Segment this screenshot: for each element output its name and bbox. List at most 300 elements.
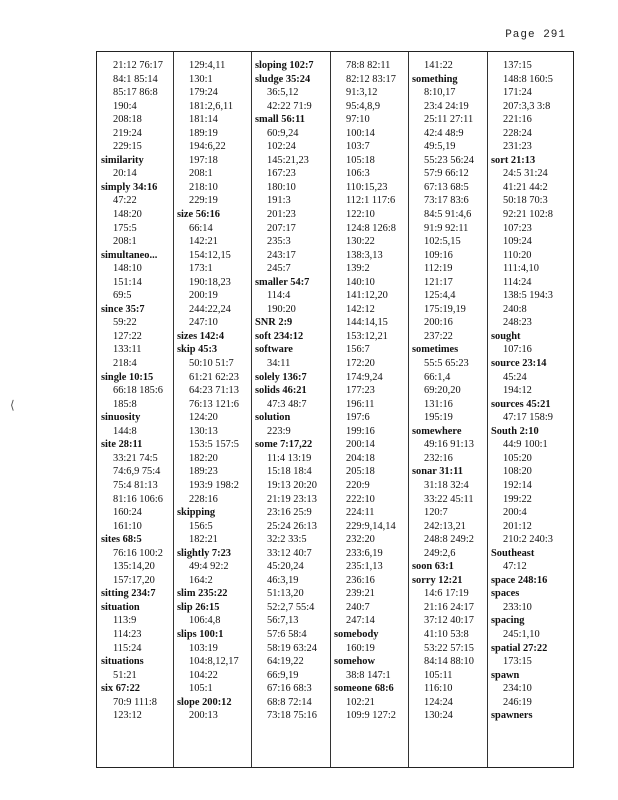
index-locator: 236:16 bbox=[346, 574, 375, 586]
index-locator: 23:4 24:19 bbox=[424, 100, 469, 112]
index-locator: 232:16 bbox=[424, 452, 453, 464]
index-heading: sinuosity bbox=[101, 412, 141, 424]
index-locator: 248:23 bbox=[503, 317, 532, 329]
index-heading: sonar 31:11 bbox=[412, 466, 463, 478]
index-locator: 84:1 85:14 bbox=[113, 73, 158, 85]
index-heading: solely 136:7 bbox=[255, 371, 307, 383]
index-locator: 42:4 48:9 bbox=[424, 127, 464, 139]
index-locator: 172:20 bbox=[346, 358, 375, 370]
index-locator: 130:13 bbox=[189, 425, 218, 437]
index-heading: somebody bbox=[334, 628, 379, 640]
index-table bbox=[96, 51, 574, 768]
index-locator: 15:18 18:4 bbox=[267, 466, 312, 478]
index-heading: somehow bbox=[334, 656, 375, 668]
index-locator: 102:21 bbox=[346, 696, 375, 708]
index-locator: 64:19,22 bbox=[267, 656, 304, 668]
index-locator: 130:24 bbox=[424, 710, 453, 722]
index-locator: 157:17,20 bbox=[113, 574, 155, 586]
index-locator: 228:16 bbox=[189, 493, 218, 505]
index-heading: someone 68:6 bbox=[334, 683, 394, 695]
index-locator: 235:3 bbox=[267, 236, 291, 248]
index-locator: 249:2,6 bbox=[424, 547, 456, 559]
index-locator: 69:20,20 bbox=[424, 385, 461, 397]
index-locator: 229:15 bbox=[113, 141, 142, 153]
index-locator: 82:12 83:17 bbox=[346, 73, 396, 85]
index-heading: Southeast bbox=[491, 547, 535, 559]
index-heading: slim 235:22 bbox=[177, 588, 228, 600]
index-locator: 142:12 bbox=[346, 303, 375, 315]
index-locator: 224:11 bbox=[346, 507, 375, 519]
index-locator: 208:18 bbox=[113, 114, 142, 126]
index-locator: 131:16 bbox=[424, 398, 453, 410]
index-locator: 194:12 bbox=[503, 385, 532, 397]
index-locator: 137:15 bbox=[503, 60, 532, 71]
index-locator: 182:21 bbox=[189, 534, 218, 546]
index-locator: 175:5 bbox=[113, 222, 137, 234]
index-locator: 34:11 bbox=[267, 358, 291, 370]
index-locator: 233:10 bbox=[503, 601, 532, 613]
index-locator: 207:3,3 3:8 bbox=[503, 100, 551, 112]
index-locator: 124:20 bbox=[189, 412, 218, 424]
index-locator: 190:18,23 bbox=[189, 276, 231, 288]
index-locator: 114:23 bbox=[113, 628, 142, 640]
index-locator: 56:7,13 bbox=[267, 615, 299, 627]
index-locator: 47:22 bbox=[113, 195, 137, 207]
index-locator: 45:24 bbox=[503, 371, 527, 383]
index-heading: since 35:7 bbox=[101, 303, 145, 315]
index-locator: 208:1 bbox=[189, 168, 213, 180]
index-heading: site 28:11 bbox=[101, 439, 143, 451]
index-heading: solids 46:21 bbox=[255, 385, 307, 397]
index-locator: 104:22 bbox=[189, 669, 218, 681]
index-locator: 104:8,12,17 bbox=[189, 656, 239, 668]
index-locator: 151:14 bbox=[113, 276, 142, 288]
index-heading: six 67:22 bbox=[101, 683, 140, 695]
index-heading: spacing bbox=[491, 615, 525, 627]
index-locator: 50:10 51:7 bbox=[189, 358, 234, 370]
index-locator: 235:1,13 bbox=[346, 561, 383, 573]
index-heading: sitting 234:7 bbox=[101, 588, 156, 600]
index-locator: 180:10 bbox=[267, 181, 296, 193]
index-column-3 bbox=[255, 59, 335, 723]
index-locator: 201:12 bbox=[503, 520, 532, 532]
index-locator: 123:12 bbox=[113, 710, 142, 722]
index-locator: 110:20 bbox=[503, 249, 532, 261]
index-locator: 190:20 bbox=[267, 303, 296, 315]
stray-mark: ⟨ bbox=[10, 398, 15, 412]
index-locator: 95:4,8,9 bbox=[346, 100, 381, 112]
index-locator: 57:9 66:12 bbox=[424, 168, 469, 180]
index-locator: 25:11 27:11 bbox=[424, 114, 474, 126]
index-locator: 127:22 bbox=[113, 330, 142, 342]
index-column-4 bbox=[334, 59, 414, 723]
index-locator: 41:10 53:8 bbox=[424, 628, 469, 640]
index-locator: 20:14 bbox=[113, 168, 137, 180]
index-locator: 160:24 bbox=[113, 507, 142, 519]
index-locator: 245:7 bbox=[267, 263, 291, 275]
index-heading: sort 21:13 bbox=[491, 154, 536, 166]
index-locator: 138:5 194:3 bbox=[503, 290, 553, 302]
index-heading: sometimes bbox=[412, 344, 459, 356]
index-locator: 208:1 bbox=[113, 236, 137, 248]
index-column-5 bbox=[412, 59, 492, 723]
index-heading: soon 63:1 bbox=[412, 561, 454, 573]
index-locator: 53:22 57:15 bbox=[424, 642, 474, 654]
index-locator: 97:10 bbox=[346, 114, 370, 126]
index-locator: 242:13,21 bbox=[424, 520, 466, 532]
index-locator: 111:4,10 bbox=[503, 263, 539, 275]
index-locator: 66:14 bbox=[189, 222, 213, 234]
index-locator: 200:19 bbox=[189, 290, 218, 302]
index-locator: 237:22 bbox=[424, 330, 453, 342]
index-locator: 33:22 45:11 bbox=[424, 493, 474, 505]
index-locator: 75:4 81:13 bbox=[113, 479, 158, 491]
index-locator: 33:21 74:5 bbox=[113, 452, 158, 464]
index-locator: 116:10 bbox=[424, 683, 453, 695]
index-locator: 189:19 bbox=[189, 127, 218, 139]
index-locator: 122:10 bbox=[346, 209, 375, 221]
index-locator: 160:19 bbox=[346, 642, 375, 654]
index-locator: 124:24 bbox=[424, 696, 453, 708]
index-locator: 156:5 bbox=[189, 520, 213, 532]
index-locator: 141:12,20 bbox=[346, 290, 388, 302]
index-heading: soft 234:12 bbox=[255, 330, 304, 342]
index-locator: 240:7 bbox=[346, 601, 370, 613]
index-locator: 31:18 32:4 bbox=[424, 479, 469, 491]
index-locator: 243:17 bbox=[267, 249, 296, 261]
index-locator: 67:13 68:5 bbox=[424, 181, 469, 193]
index-locator: 67:16 68:3 bbox=[267, 683, 312, 695]
index-heading: situations bbox=[101, 656, 144, 668]
index-heading: spawners bbox=[491, 710, 533, 722]
index-heading: sources 45:21 bbox=[491, 398, 551, 410]
index-locator: 55:5 65:23 bbox=[424, 358, 469, 370]
index-locator: 76:13 121:6 bbox=[189, 398, 239, 410]
index-heading: software bbox=[255, 344, 293, 356]
index-locator: 130:1 bbox=[189, 73, 213, 85]
index-locator: 167:23 bbox=[267, 168, 296, 180]
index-locator: 247:14 bbox=[346, 615, 375, 627]
index-locator: 140:10 bbox=[346, 276, 375, 288]
index-locator: 49:4 92:2 bbox=[189, 561, 229, 573]
index-heading: single 10:15 bbox=[101, 371, 154, 383]
index-heading: situation bbox=[101, 601, 140, 613]
index-locator: 61:21 62:23 bbox=[189, 371, 239, 383]
index-locator: 106:4,8 bbox=[189, 615, 221, 627]
index-locator: 78:8 82:11 bbox=[346, 60, 391, 71]
index-locator: 46:3,19 bbox=[267, 574, 299, 586]
index-locator: 200:16 bbox=[424, 317, 453, 329]
index-locator: 199:16 bbox=[346, 425, 375, 437]
index-locator: 174:9,24 bbox=[346, 371, 383, 383]
index-locator: 33:12 40:7 bbox=[267, 547, 312, 559]
index-locator: 11:4 13:19 bbox=[267, 452, 312, 464]
index-heading: similarity bbox=[101, 154, 144, 166]
index-locator: 109:9 127:2 bbox=[346, 710, 396, 722]
index-locator: 105:11 bbox=[424, 669, 453, 681]
index-locator: 191:3 bbox=[267, 195, 291, 207]
index-locator: 36:5,12 bbox=[267, 87, 299, 99]
index-locator: 58:19 63:24 bbox=[267, 642, 317, 654]
index-locator: 81:16 106:6 bbox=[113, 493, 163, 505]
index-locator: 109:16 bbox=[424, 249, 453, 261]
index-heading: some 7:17,22 bbox=[255, 439, 313, 451]
index-locator: 85:17 86:8 bbox=[113, 87, 158, 99]
index-locator: 231:23 bbox=[503, 141, 532, 153]
index-locator: 240:8 bbox=[503, 303, 527, 315]
index-locator: 55:23 56:24 bbox=[424, 154, 474, 166]
index-locator: 248:8 249:2 bbox=[424, 534, 474, 546]
index-heading: spaces bbox=[491, 588, 520, 600]
index-locator: 91:3,12 bbox=[346, 87, 378, 99]
index-locator: 192:14 bbox=[503, 479, 532, 491]
index-heading: sites 68:5 bbox=[101, 534, 142, 546]
index-locator: 148:8 160:5 bbox=[503, 73, 553, 85]
index-locator: 219:24 bbox=[113, 127, 142, 139]
index-locator: 246:19 bbox=[503, 696, 532, 708]
index-locator: 190:4 bbox=[113, 100, 137, 112]
index-heading: skipping bbox=[177, 507, 216, 519]
index-locator: 193:9 198:2 bbox=[189, 479, 239, 491]
index-locator: 199:22 bbox=[503, 493, 532, 505]
index-locator: 218:10 bbox=[189, 181, 218, 193]
index-locator: 64:23 71:13 bbox=[189, 385, 239, 397]
index-locator: 189:23 bbox=[189, 466, 218, 478]
index-locator: 23:16 25:9 bbox=[267, 507, 312, 519]
index-locator: 234:10 bbox=[503, 683, 532, 695]
index-heading: slips 100:1 bbox=[177, 628, 224, 640]
index-locator: 121:17 bbox=[424, 276, 453, 288]
index-heading: source 23:14 bbox=[491, 358, 547, 370]
index-locator: 60:9,24 bbox=[267, 127, 299, 139]
index-locator: 41:21 44:2 bbox=[503, 181, 548, 193]
index-locator: 105:1 bbox=[189, 683, 213, 695]
index-locator: 141:22 bbox=[424, 60, 453, 71]
index-heading: simply 34:16 bbox=[101, 181, 158, 193]
index-locator: 8:10,17 bbox=[424, 87, 456, 99]
index-locator: 232:20 bbox=[346, 534, 375, 546]
index-heading: smaller 54:7 bbox=[255, 276, 310, 288]
index-locator: 129:4,11 bbox=[189, 60, 226, 71]
index-heading: simultaneo... bbox=[101, 249, 158, 261]
index-locator: 49:5,19 bbox=[424, 141, 456, 153]
index-locator: 124:8 126:8 bbox=[346, 222, 396, 234]
index-locator: 139:2 bbox=[346, 263, 370, 275]
index-locator: 120:7 bbox=[424, 507, 448, 519]
index-heading: sloping 102:7 bbox=[255, 60, 314, 71]
index-locator: 153:12,21 bbox=[346, 330, 388, 342]
index-locator: 108:20 bbox=[503, 466, 532, 478]
index-locator: 38:8 147:1 bbox=[346, 669, 391, 681]
index-locator: 47:17 158:9 bbox=[503, 412, 553, 424]
index-locator: 57:6 58:4 bbox=[267, 628, 307, 640]
index-locator: 181:14 bbox=[189, 114, 218, 126]
index-locator: 173:1 bbox=[189, 263, 213, 275]
index-locator: 144:14,15 bbox=[346, 317, 388, 329]
index-locator: 148:20 bbox=[113, 209, 142, 221]
index-locator: 114:24 bbox=[503, 276, 532, 288]
index-locator: 92:21 102:8 bbox=[503, 209, 553, 221]
index-locator: 201:23 bbox=[267, 209, 296, 221]
index-heading: small 56:11 bbox=[255, 114, 305, 126]
index-locator: 21:19 23:13 bbox=[267, 493, 317, 505]
index-locator: 102:5,15 bbox=[424, 236, 461, 248]
index-heading: skip 45:3 bbox=[177, 344, 218, 356]
index-locator: 154:12,15 bbox=[189, 249, 231, 261]
index-locator: 110:15,23 bbox=[346, 181, 388, 193]
page-number: Page 291 bbox=[505, 29, 566, 41]
index-locator: 73:17 83:6 bbox=[424, 195, 469, 207]
index-locator: 76:16 100:2 bbox=[113, 547, 163, 559]
index-locator: 177:23 bbox=[346, 385, 375, 397]
index-heading: sorry 12:21 bbox=[412, 574, 463, 586]
index-heading: sludge 35:24 bbox=[255, 73, 311, 85]
index-locator: 32:2 33:5 bbox=[267, 534, 307, 546]
index-locator: 70:9 111:8 bbox=[113, 696, 157, 708]
index-locator: 66:18 185:6 bbox=[113, 385, 163, 397]
index-locator: 51:21 bbox=[113, 669, 137, 681]
index-locator: 182:20 bbox=[189, 452, 218, 464]
index-locator: 196:11 bbox=[346, 398, 375, 410]
index-locator: 148:10 bbox=[113, 263, 142, 275]
index-locator: 113:9 bbox=[113, 615, 137, 627]
index-locator: 42:22 71:9 bbox=[267, 100, 312, 112]
index-locator: 210:2 240:3 bbox=[503, 534, 553, 546]
index-locator: 66:9,19 bbox=[267, 669, 299, 681]
index-locator: 84:14 88:10 bbox=[424, 656, 474, 668]
index-locator: 229:9,14,14 bbox=[346, 520, 396, 532]
index-locator: 229:19 bbox=[189, 195, 218, 207]
index-locator: 21:12 76:17 bbox=[113, 60, 163, 71]
index-heading: slip 26:15 bbox=[177, 601, 220, 613]
index-locator: 59:22 bbox=[113, 317, 137, 329]
index-locator: 222:10 bbox=[346, 493, 375, 505]
index-locator: 51:13,20 bbox=[267, 588, 304, 600]
index-locator: 144:8 bbox=[113, 425, 137, 437]
index-locator: 204:18 bbox=[346, 452, 375, 464]
index-locator: 245:1,10 bbox=[503, 628, 540, 640]
index-column-1 bbox=[101, 59, 181, 723]
index-locator: 197:6 bbox=[346, 412, 370, 424]
index-locator: 84:5 91:4,6 bbox=[424, 209, 472, 221]
index-locator: 130:22 bbox=[346, 236, 375, 248]
index-locator: 47:12 bbox=[503, 561, 527, 573]
index-column-6 bbox=[491, 59, 571, 723]
index-locator: 37:12 40:17 bbox=[424, 615, 474, 627]
index-locator: 105:20 bbox=[503, 452, 532, 464]
index-locator: 207:17 bbox=[267, 222, 296, 234]
index-heading: something bbox=[412, 73, 458, 85]
index-locator: 244:22,24 bbox=[189, 303, 231, 315]
index-heading: sought bbox=[491, 330, 521, 342]
index-locator: 68:8 72:14 bbox=[267, 696, 312, 708]
index-heading: somewhere bbox=[412, 425, 462, 437]
index-locator: 107:16 bbox=[503, 344, 532, 356]
index-heading: sizes 142:4 bbox=[177, 330, 225, 342]
index-locator: 200:14 bbox=[346, 439, 375, 451]
index-locator: 14:6 17:19 bbox=[424, 588, 469, 600]
index-locator: 24:5 31:24 bbox=[503, 168, 548, 180]
index-heading: space 248:16 bbox=[491, 574, 548, 586]
index-locator: 74:6,9 75:4 bbox=[113, 466, 161, 478]
index-locator: 109:24 bbox=[503, 236, 532, 248]
index-locator: 135:14,20 bbox=[113, 561, 155, 573]
index-locator: 218:4 bbox=[113, 358, 137, 370]
index-locator: 247:10 bbox=[189, 317, 218, 329]
index-locator: 179:24 bbox=[189, 87, 218, 99]
index-locator: 156:7 bbox=[346, 344, 370, 356]
index-heading: size 56:16 bbox=[177, 209, 220, 221]
index-locator: 49:16 91:13 bbox=[424, 439, 474, 451]
index-locator: 52:2,7 55:4 bbox=[267, 601, 315, 613]
index-locator: 181:2,6,11 bbox=[189, 100, 234, 112]
index-locator: 194:6,22 bbox=[189, 141, 226, 153]
index-locator: 200:4 bbox=[503, 507, 527, 519]
index-locator: 153:5 157:5 bbox=[189, 439, 239, 451]
index-locator: 66:1,4 bbox=[424, 371, 451, 383]
index-locator: 142:21 bbox=[189, 236, 218, 248]
index-heading: South 2:10 bbox=[491, 425, 539, 437]
index-locator: 21:16 24:17 bbox=[424, 601, 474, 613]
index-locator: 164:2 bbox=[189, 574, 213, 586]
index-heading: slightly 7:23 bbox=[177, 547, 231, 559]
index-locator: 161:10 bbox=[113, 520, 142, 532]
index-locator: 45:20,24 bbox=[267, 561, 304, 573]
index-locator: 197:18 bbox=[189, 154, 218, 166]
index-locator: 175:19,19 bbox=[424, 303, 466, 315]
index-locator: 19:13 20:20 bbox=[267, 479, 317, 491]
index-locator: 200:13 bbox=[189, 710, 218, 722]
index-locator: 25:24 26:13 bbox=[267, 520, 317, 532]
index-locator: 138:3,13 bbox=[346, 249, 383, 261]
index-locator: 44:9 100:1 bbox=[503, 439, 548, 451]
index-locator: 233:6,19 bbox=[346, 547, 383, 559]
index-locator: 105:18 bbox=[346, 154, 375, 166]
index-locator: 103:19 bbox=[189, 642, 218, 654]
index-locator: 220:9 bbox=[346, 479, 370, 491]
index-locator: 125:4,4 bbox=[424, 290, 456, 302]
index-locator: 228:24 bbox=[503, 127, 532, 139]
index-locator: 205:18 bbox=[346, 466, 375, 478]
index-locator: 106:3 bbox=[346, 168, 370, 180]
index-locator: 195:19 bbox=[424, 412, 453, 424]
index-locator: 112:1 117:6 bbox=[346, 195, 396, 207]
index-locator: 91:9 92:11 bbox=[424, 222, 469, 234]
index-locator: 102:24 bbox=[267, 141, 296, 153]
index-locator: 173:15 bbox=[503, 656, 532, 668]
index-column-2 bbox=[177, 59, 257, 723]
index-locator: 133:11 bbox=[113, 344, 142, 356]
index-locator: 239:21 bbox=[346, 588, 375, 600]
index-heading: spawn bbox=[491, 669, 520, 681]
index-locator: 47:3 48:7 bbox=[267, 398, 307, 410]
index-locator: 100:14 bbox=[346, 127, 375, 139]
index-locator: 114:4 bbox=[267, 290, 291, 302]
index-heading: SNR 2:9 bbox=[255, 317, 293, 329]
index-locator: 223:9 bbox=[267, 425, 291, 437]
index-locator: 73:18 75:16 bbox=[267, 710, 317, 722]
index-heading: spatial 27:22 bbox=[491, 642, 548, 654]
index-locator: 145:21,23 bbox=[267, 154, 309, 166]
index-locator: 171:24 bbox=[503, 87, 532, 99]
index-locator: 50:18 70:3 bbox=[503, 195, 548, 207]
index-locator: 103:7 bbox=[346, 141, 370, 153]
index-locator: 112:19 bbox=[424, 263, 453, 275]
index-locator: 107:23 bbox=[503, 222, 532, 234]
index-heading: solution bbox=[255, 412, 291, 424]
index-locator: 115:24 bbox=[113, 642, 142, 654]
index-locator: 69:5 bbox=[113, 290, 132, 302]
